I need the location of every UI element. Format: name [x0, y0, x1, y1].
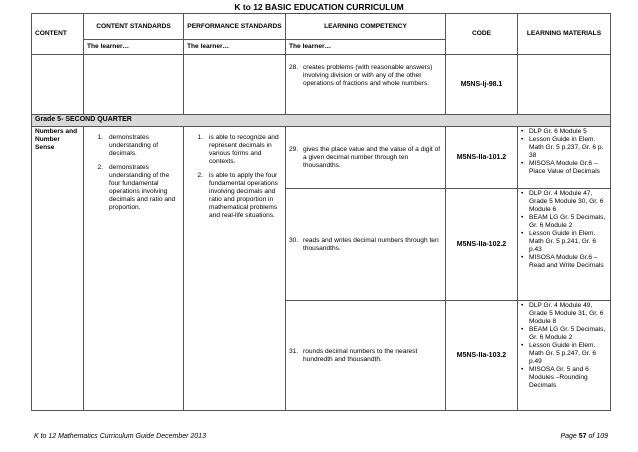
list-item: • Lesson Guide in Elem. Math Gr. 5 p.237, Gr. 6 p. 38	[521, 136, 604, 159]
competency-code: M5NS-Ij-98.1	[446, 55, 518, 115]
table-row	[32, 55, 611, 115]
header-row	[32, 14, 611, 40]
list-item: • MISOSA Module Gr.6 – Place Value of Decimals	[521, 160, 600, 175]
quarter-row	[32, 115, 611, 127]
table-row	[32, 127, 611, 189]
list-item: 1. is able to recognize and represent decimals in various forms and contexts.	[197, 134, 279, 165]
content-topic: Numbers and Number Sense	[32, 127, 84, 411]
competency-code: M5NS-IIa-101.2	[446, 127, 518, 189]
learner-label: The learner…	[286, 40, 446, 55]
quarter-label: Grade 5- SECOND QUARTER	[32, 115, 611, 127]
learner-label: The learner…	[184, 40, 286, 55]
list-item: • DLP Gr. 4 Module 47, Grade 5 Module 30, Gr. 6 Module 6	[521, 190, 604, 213]
learner-label: The learner…	[84, 40, 184, 55]
list-item: • DLP Gr. 6 Module 5	[521, 128, 587, 135]
competency-code: M5NS-IIa-102.2	[446, 189, 518, 301]
list-item: • BEAM LG Gr. 5 Decimals, Gr. 6 Module 2	[521, 214, 606, 229]
competency-text: rounds decimal numbers to the nearest hundredth and thousandth.	[303, 347, 418, 363]
materials-list	[521, 128, 607, 176]
header-learning-competency: LEARNING COMPETENCY	[286, 14, 446, 40]
materials-list	[521, 302, 607, 390]
list-item: • Lesson Guide in Elem. Math Gr. 5 p.241, Gr. 6 p.43	[521, 230, 597, 253]
competency-number: 28.	[289, 64, 299, 71]
materials-list	[521, 190, 607, 270]
header-content-standards: CONTENT STANDARDS	[84, 14, 184, 40]
list-item: 2. is able to apply the four fundamental operations involving decimals and ratio and proportion in mathematical problems and real-life situations.	[197, 172, 278, 219]
content-standards-list	[87, 134, 180, 212]
competency-text: reads and writes decimal numbers through ten thousandths.	[303, 236, 439, 252]
header-performance-standards: PERFORMANCE STANDARDS	[184, 14, 286, 40]
footer-guide-title: K to 12 Mathematics Curriculum Guide December 2013	[34, 433, 206, 440]
competency-text: gives the place value and the value of a digit of a given decimal number through ten thousandths.	[303, 145, 441, 169]
list-item: • DLP Gr. 4 Module 49, Grade 5 Module 31, Gr. 6 Module 8	[521, 302, 604, 325]
competency-number: 31.	[289, 347, 299, 355]
list-item: • MISOSA Gr. 5 and 6 Modules –Rounding Decimals	[521, 366, 589, 389]
list-item: 1. demonstrates understanding of decimals.	[97, 134, 159, 157]
performance-standards-list	[187, 134, 282, 220]
header-code: CODE	[446, 14, 518, 55]
header-learning-materials: LEARNING MATERIALS	[518, 14, 611, 55]
page-number: Page 57 of 109	[560, 433, 608, 440]
page-title: K to 12 BASIC EDUCATION CURRICULUM	[234, 2, 404, 12]
list-item: 2. demonstrates understanding of the four fundamental operations involving decimals and ratio and proportion.	[97, 164, 176, 211]
list-item: • Lesson Guide in Elem. Math Gr. 5 p.247, Gr. 6 p.49	[521, 342, 597, 365]
competency-text: creates problems (with reasonable answers) involving division or with any of the other operations of fractions and whole numbers.	[303, 64, 433, 87]
list-item: • MISOSA Module Gr.6 – Read and Write Decimals	[521, 254, 604, 269]
competency-number: 29.	[289, 145, 299, 153]
header-content: CONTENT	[32, 14, 84, 55]
curriculum-table	[31, 13, 611, 411]
list-item: • BEAM LG Gr. 5 Decimals, Gr. 6 Module 2	[521, 326, 606, 341]
competency-code: M5NS-IIa-103.2	[446, 301, 518, 411]
competency-number: 30.	[289, 236, 299, 244]
